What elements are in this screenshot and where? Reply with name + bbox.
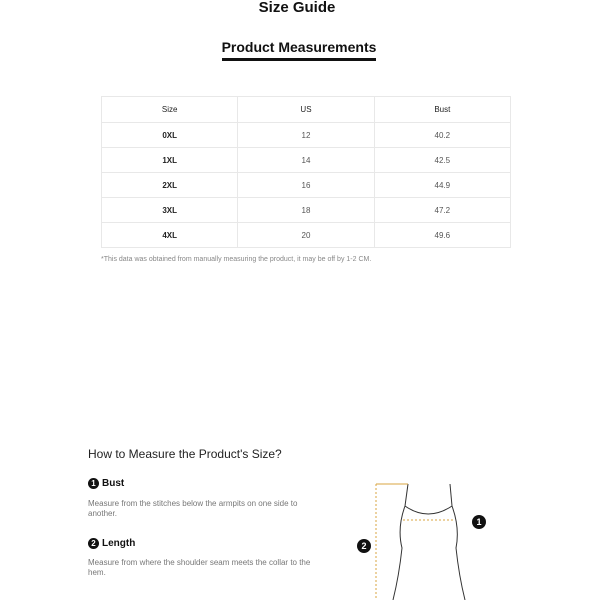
table-row [102,198,511,223]
length-guide-line [376,484,408,600]
cell-size: 3XL [102,198,238,223]
step-bust-description: Measure from the stitches below the armpits on one side to another. [88,499,298,518]
step-title: Bust [102,478,125,489]
cell-us: 18 [238,198,374,223]
step-bust-heading [88,478,124,489]
cell-bust: 44.9 [374,173,510,198]
cell-bust: 49.6 [374,223,510,248]
cell-bust: 40.2 [374,123,510,148]
step-length-description: Measure from where the shoulder seam meets the collar to the hem. [88,558,311,577]
step-length-heading [88,538,135,549]
step-title: Length [102,538,136,549]
step-number-badge: 1 [88,478,99,489]
measurement-disclaimer: *This data was obtained from manually measuring the product, it may be off by 1-2 CM. [101,256,372,263]
cell-us: 20 [238,223,374,248]
table-row [102,173,511,198]
cell-bust: 42.5 [374,148,510,173]
cell-size: 4XL [102,223,238,248]
page-title: Size Guide [258,0,336,16]
camisole-measurement-diagram [350,476,500,600]
cell-size: 0XL [102,123,238,148]
cell-bust: 47.2 [374,198,510,223]
column-header-bust: Bust [374,97,510,123]
how-to-measure-title: How to Measure the Product's Size? [88,447,282,461]
step-number-badge: 2 [88,538,99,549]
cell-us: 14 [238,148,374,173]
column-header-size: Size [102,97,238,123]
table-row [102,148,511,173]
section-title [0,39,598,61]
table-row [102,223,511,248]
length-marker-number: 2 [361,541,367,551]
table-header-row [102,97,511,123]
cell-us: 12 [238,123,374,148]
column-header-us: US [238,97,374,123]
cell-us: 16 [238,173,374,198]
cell-size: 2XL [102,173,238,198]
cell-size: 1XL [102,148,238,173]
section-title-text: Product Measurements [222,39,377,61]
bust-marker-number: 1 [476,517,482,527]
table-row [102,123,511,148]
size-table [101,96,511,248]
camisole-outline [393,484,465,600]
